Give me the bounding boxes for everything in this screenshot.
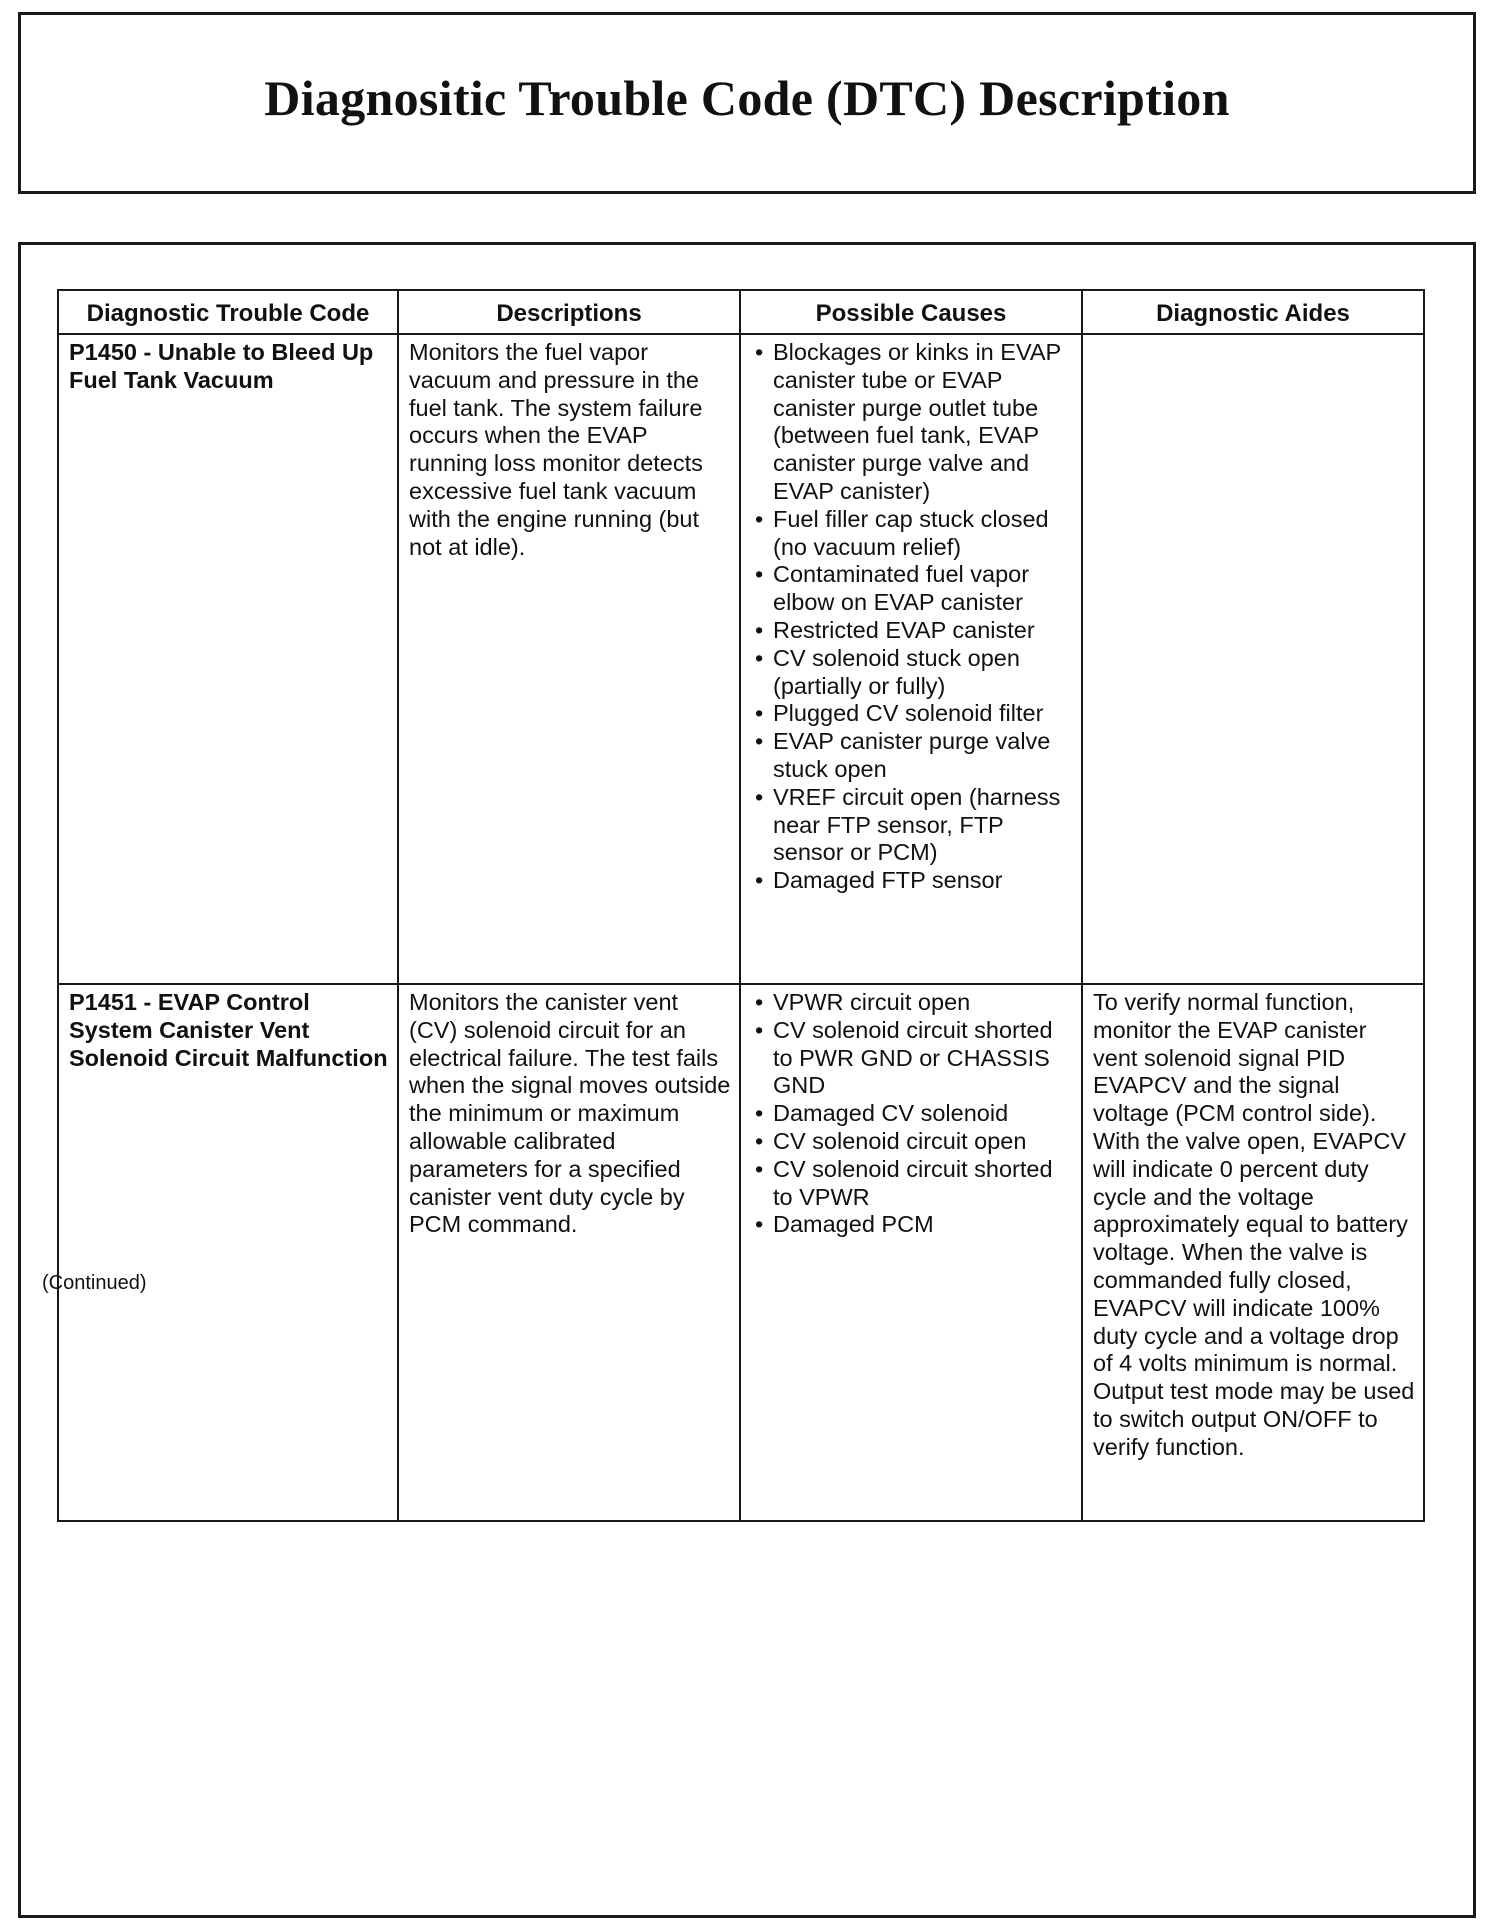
header-possible-causes: Possible Causes	[740, 290, 1082, 334]
bullet-icon: •	[755, 644, 764, 671]
bullet-icon: •	[755, 728, 764, 755]
list-item	[751, 506, 1073, 562]
list-item	[751, 1017, 1073, 1100]
causes-cell	[740, 984, 1082, 1521]
bullet-icon: •	[755, 1127, 764, 1154]
list-item	[751, 1100, 1073, 1128]
list-item	[751, 561, 1073, 617]
title-box	[18, 12, 1476, 194]
causes-list	[751, 989, 1073, 1239]
cause-text: VPWR circuit open	[773, 989, 971, 1015]
aides-cell	[1082, 334, 1424, 984]
list-item	[751, 784, 1073, 867]
cause-text: CV solenoid stuck open (partially or fully)	[773, 644, 1020, 699]
list-item	[751, 1156, 1073, 1212]
header-descriptions: Descriptions	[398, 290, 740, 334]
dtc-table	[57, 289, 1425, 1522]
list-item	[751, 339, 1073, 506]
content-box	[18, 242, 1476, 1918]
list-item	[751, 1211, 1073, 1239]
dtc-code: P1450 - Unable to Bleed Up Fuel Tank Vacuum	[69, 339, 374, 393]
aides-text: To verify normal function, monitor the EVAP canister vent solenoid signal PID EVAPCV and the signal voltage (PCM control side). With the valve open, EVAPCV will indicate 0 percent duty cycle and the voltage approximately equal to battery voltage. When the valve is commanded fully closed, EVAPCV will indicate 100% duty cycle and a voltage drop of 4 volts minimum is normal. Output test mode may be used to switch output ON/OFF to verify function.	[1093, 989, 1415, 1460]
table-header-row	[58, 290, 1424, 334]
bullet-icon: •	[755, 561, 764, 588]
bullet-icon: •	[755, 989, 764, 1015]
table-row	[58, 984, 1424, 1521]
cause-text: VREF circuit open (harness near FTP sensor, FTP sensor or PCM)	[773, 783, 1061, 866]
dtc-code-cell	[58, 334, 398, 984]
list-item	[751, 989, 1073, 1017]
aides-cell	[1082, 984, 1424, 1521]
bullet-icon: •	[755, 505, 764, 532]
cause-text: Restricted EVAP canister	[773, 616, 1035, 643]
bullet-icon: •	[755, 700, 764, 727]
bullet-icon: •	[755, 339, 764, 365]
description-text: Monitors the fuel vapor vacuum and pressure in the fuel tank. The system failure occurs when the EVAP running loss monitor detects excessive fuel tank vacuum with the engine running (but not at idle).	[409, 339, 703, 560]
bullet-icon: •	[755, 1155, 764, 1182]
list-item	[751, 867, 1073, 895]
list-item	[751, 645, 1073, 701]
table-row	[58, 334, 1424, 984]
cause-text: Fuel filler cap stuck closed (no vacuum relief)	[773, 505, 1049, 560]
cause-text: Plugged CV solenoid filter	[773, 700, 1044, 727]
list-item	[751, 728, 1073, 784]
continued-note: (Continued)	[42, 1272, 147, 1294]
cause-text: Damaged FTP sensor	[773, 867, 1003, 894]
bullet-icon: •	[755, 1211, 764, 1238]
header-diagnostic-aides: Diagnostic Aides	[1082, 290, 1424, 334]
dtc-code: P1451 - EVAP Control System Canister Vent Solenoid Circuit Malfunction	[69, 989, 388, 1071]
cause-text: EVAP canister purge valve stuck open	[773, 728, 1051, 782]
list-item	[751, 617, 1073, 645]
causes-cell	[740, 334, 1082, 984]
bullet-icon: •	[755, 1100, 764, 1127]
description-cell	[398, 984, 740, 1521]
cause-text: Damaged CV solenoid	[773, 1100, 1009, 1127]
bullet-icon: •	[755, 1016, 764, 1043]
cause-text: Contaminated fuel vapor elbow on EVAP canister	[773, 561, 1030, 616]
description-text: Monitors the canister vent (CV) solenoid circuit for an electrical failure. The test fails when the signal moves outside the minimum or maximum allowable calibrated parameters for a specified canister vent duty cycle by PCM command.	[409, 989, 731, 1238]
causes-list	[751, 339, 1073, 895]
dtc-code-cell	[58, 984, 398, 1521]
bullet-icon: •	[755, 616, 764, 643]
bullet-icon: •	[755, 783, 764, 810]
cause-text: CV solenoid circuit open	[773, 1127, 1027, 1154]
list-item	[751, 1128, 1073, 1156]
list-item	[751, 700, 1073, 728]
cause-text: Blockages or kinks in EVAP canister tube or EVAP canister purge outlet tube (between fuel tank, EVAP canister purge valve and EVAP canister)	[773, 339, 1061, 504]
header-code: Diagnostic Trouble Code	[58, 290, 398, 334]
description-cell	[398, 334, 740, 984]
cause-text: CV solenoid circuit shorted to PWR GND or CHASSIS GND	[773, 1016, 1053, 1099]
bullet-icon: •	[755, 867, 764, 894]
cause-text: Damaged PCM	[773, 1211, 934, 1238]
page-title: Diagnositic Trouble Code (DTC) Description	[264, 70, 1230, 126]
cause-text: CV solenoid circuit shorted to VPWR	[773, 1155, 1053, 1210]
